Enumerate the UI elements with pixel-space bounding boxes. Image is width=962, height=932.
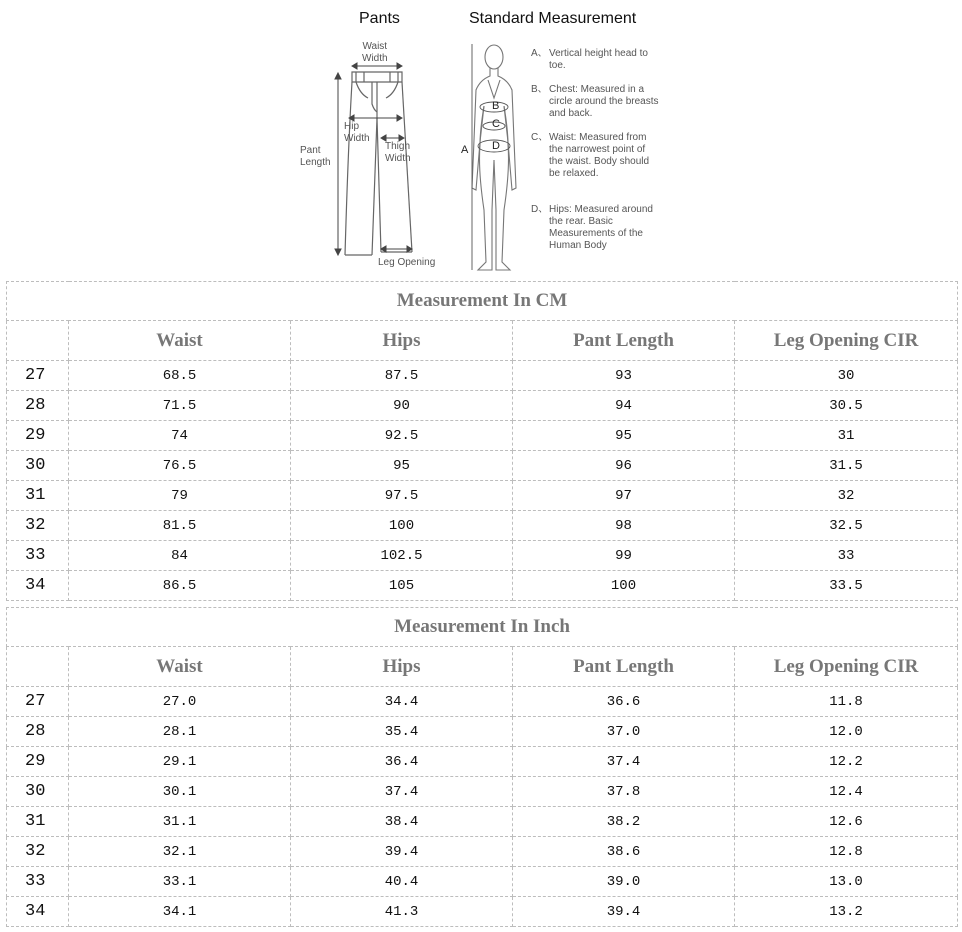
hip-width-label: Hip Width bbox=[344, 121, 370, 144]
waist-cell: 81.5 bbox=[69, 511, 291, 541]
note-a-letter: A、 bbox=[531, 48, 548, 59]
leg-opening-cell: 12.2 bbox=[735, 747, 958, 777]
note-c-text: Waist: Measured from the narrowest point of the waist. Body should be relaxed. bbox=[549, 132, 650, 179]
column-header-pant-length: Pant Length bbox=[513, 647, 735, 687]
column-header-leg-opening: Leg Opening CIR bbox=[735, 321, 958, 361]
waist-cell: 71.5 bbox=[69, 391, 291, 421]
hips-cell: 38.4 bbox=[291, 807, 513, 837]
leg-opening-cell: 13.2 bbox=[735, 897, 958, 927]
table-row bbox=[7, 361, 958, 391]
table-row bbox=[7, 777, 958, 807]
hips-cell: 36.4 bbox=[291, 747, 513, 777]
pant-length-cell: 36.6 bbox=[513, 687, 735, 717]
table-row bbox=[7, 807, 958, 837]
size-illustration bbox=[0, 0, 962, 278]
leg-opening-cell: 13.0 bbox=[735, 867, 958, 897]
leg-opening-cell: 33 bbox=[735, 541, 958, 571]
pant-length-cell: 37.4 bbox=[513, 747, 735, 777]
pant-length-cell: 100 bbox=[513, 571, 735, 601]
hips-cell: 95 bbox=[291, 451, 513, 481]
table-row bbox=[7, 511, 958, 541]
table-row bbox=[7, 867, 958, 897]
leg-opening-label: Leg Opening bbox=[378, 257, 436, 268]
body-figure bbox=[472, 45, 516, 270]
pant-length-cell: 98 bbox=[513, 511, 735, 541]
table-row bbox=[7, 451, 958, 481]
table-row bbox=[7, 571, 958, 601]
hips-cell: 40.4 bbox=[291, 867, 513, 897]
body-letter-b: B bbox=[492, 100, 500, 112]
leg-opening-cell: 30 bbox=[735, 361, 958, 391]
inch-measurement-table bbox=[6, 607, 958, 927]
pants-heading: Pants bbox=[359, 10, 400, 27]
hips-cell: 90 bbox=[291, 391, 513, 421]
leg-opening-cell: 30.5 bbox=[735, 391, 958, 421]
size-cell: 34 bbox=[7, 897, 69, 927]
pant-length-cell: 37.8 bbox=[513, 777, 735, 807]
waist-cell: 74 bbox=[69, 421, 291, 451]
column-header-size bbox=[7, 321, 69, 361]
waist-cell: 34.1 bbox=[69, 897, 291, 927]
note-b-text: Chest: Measured in a circle around the breasts and back. bbox=[549, 84, 659, 119]
hips-cell: 100 bbox=[291, 511, 513, 541]
waist-cell: 76.5 bbox=[69, 451, 291, 481]
leg-opening-cell: 32 bbox=[735, 481, 958, 511]
table-row bbox=[7, 481, 958, 511]
waist-cell: 33.1 bbox=[69, 867, 291, 897]
leg-opening-cell: 33.5 bbox=[735, 571, 958, 601]
waist-cell: 30.1 bbox=[69, 777, 291, 807]
size-cell: 29 bbox=[7, 421, 69, 451]
size-cell: 32 bbox=[7, 837, 69, 867]
table-row bbox=[7, 747, 958, 777]
column-header-hips: Hips bbox=[291, 647, 513, 687]
size-cell: 34 bbox=[7, 571, 69, 601]
size-cell: 28 bbox=[7, 391, 69, 421]
size-cell: 30 bbox=[7, 777, 69, 807]
column-header-hips: Hips bbox=[291, 321, 513, 361]
pant-length-cell: 37.0 bbox=[513, 717, 735, 747]
leg-opening-cell: 12.0 bbox=[735, 717, 958, 747]
size-cell: 27 bbox=[7, 687, 69, 717]
body-letter-d: D bbox=[492, 140, 500, 152]
hips-cell: 105 bbox=[291, 571, 513, 601]
pant-length-cell: 96 bbox=[513, 451, 735, 481]
note-b-letter: B、 bbox=[531, 84, 548, 95]
pant-length-cell: 93 bbox=[513, 361, 735, 391]
hips-cell: 39.4 bbox=[291, 837, 513, 867]
body-letter-c: C bbox=[492, 118, 500, 130]
note-c-letter: C、 bbox=[531, 132, 549, 143]
waist-cell: 84 bbox=[69, 541, 291, 571]
note-a-text: Vertical height head to toe. bbox=[549, 48, 648, 71]
table-title: Measurement In Inch bbox=[7, 608, 958, 647]
thigh-width-label: Thigh Width bbox=[385, 141, 411, 164]
column-header-leg-opening: Leg Opening CIR bbox=[735, 647, 958, 687]
column-header-waist: Waist bbox=[69, 647, 291, 687]
leg-opening-cell: 32.5 bbox=[735, 511, 958, 541]
size-cell: 33 bbox=[7, 541, 69, 571]
size-cell: 27 bbox=[7, 361, 69, 391]
size-cell: 30 bbox=[7, 451, 69, 481]
table-row bbox=[7, 541, 958, 571]
size-cell: 33 bbox=[7, 867, 69, 897]
waist-cell: 32.1 bbox=[69, 837, 291, 867]
leg-opening-cell: 31 bbox=[735, 421, 958, 451]
waist-width-label: Waist Width bbox=[362, 41, 388, 64]
hips-cell: 37.4 bbox=[291, 777, 513, 807]
hips-cell: 97.5 bbox=[291, 481, 513, 511]
pant-length-cell: 38.2 bbox=[513, 807, 735, 837]
pant-length-cell: 95 bbox=[513, 421, 735, 451]
pant-length-cell: 39.4 bbox=[513, 897, 735, 927]
leg-opening-cell: 12.6 bbox=[735, 807, 958, 837]
pant-length-cell: 94 bbox=[513, 391, 735, 421]
pant-length-cell: 38.6 bbox=[513, 837, 735, 867]
hips-cell: 41.3 bbox=[291, 897, 513, 927]
waist-cell: 28.1 bbox=[69, 717, 291, 747]
hips-cell: 87.5 bbox=[291, 361, 513, 391]
standard-measurement-heading: Standard Measurement bbox=[469, 10, 637, 27]
table-row bbox=[7, 897, 958, 927]
size-cell: 29 bbox=[7, 747, 69, 777]
size-cell: 28 bbox=[7, 717, 69, 747]
column-header-size bbox=[7, 647, 69, 687]
size-cell: 32 bbox=[7, 511, 69, 541]
waist-cell: 68.5 bbox=[69, 361, 291, 391]
pant-length-cell: 99 bbox=[513, 541, 735, 571]
table-row bbox=[7, 687, 958, 717]
table-title: Measurement In CM bbox=[7, 282, 958, 321]
waist-cell: 31.1 bbox=[69, 807, 291, 837]
note-d-letter: D、 bbox=[531, 204, 549, 215]
pant-length-cell: 97 bbox=[513, 481, 735, 511]
hips-cell: 34.4 bbox=[291, 687, 513, 717]
column-header-waist: Waist bbox=[69, 321, 291, 361]
table-row bbox=[7, 421, 958, 451]
body-letter-a: A bbox=[461, 144, 469, 156]
hips-cell: 92.5 bbox=[291, 421, 513, 451]
pant-length-cell: 39.0 bbox=[513, 867, 735, 897]
note-d-text: Hips: Measured around the rear. Basic Measurements of the Human Body bbox=[549, 204, 653, 251]
leg-opening-cell: 12.8 bbox=[735, 837, 958, 867]
pants-diagram bbox=[0, 0, 962, 278]
size-cell: 31 bbox=[7, 807, 69, 837]
table-row bbox=[7, 717, 958, 747]
leg-opening-cell: 12.4 bbox=[735, 777, 958, 807]
table-row bbox=[7, 837, 958, 867]
waist-cell: 79 bbox=[69, 481, 291, 511]
leg-opening-cell: 31.5 bbox=[735, 451, 958, 481]
hips-cell: 35.4 bbox=[291, 717, 513, 747]
hips-cell: 102.5 bbox=[291, 541, 513, 571]
waist-cell: 86.5 bbox=[69, 571, 291, 601]
size-cell: 31 bbox=[7, 481, 69, 511]
table-row bbox=[7, 391, 958, 421]
cm-measurement-table bbox=[6, 281, 958, 601]
waist-cell: 27.0 bbox=[69, 687, 291, 717]
pant-length-label: Pant Length bbox=[300, 145, 331, 168]
waist-cell: 29.1 bbox=[69, 747, 291, 777]
column-header-pant-length: Pant Length bbox=[513, 321, 735, 361]
leg-opening-cell: 11.8 bbox=[735, 687, 958, 717]
